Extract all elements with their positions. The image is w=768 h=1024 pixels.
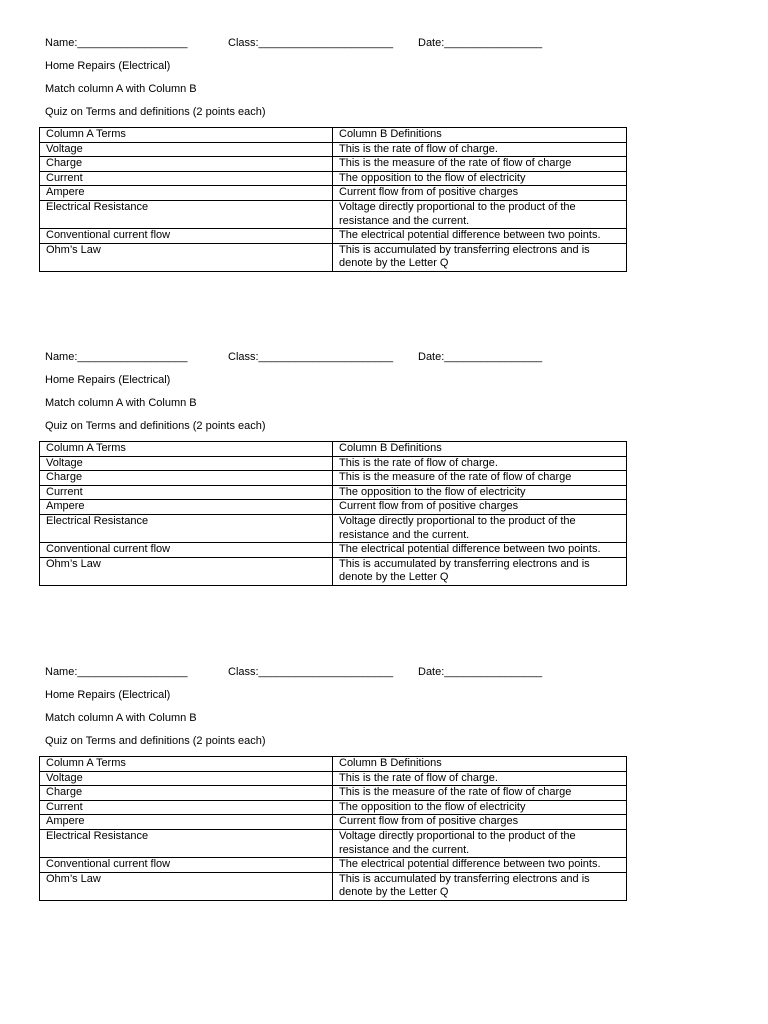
definition-cell: This is the rate of flow of charge. — [333, 771, 627, 786]
table-row — [40, 142, 627, 157]
table-row — [40, 485, 627, 500]
table-row — [40, 157, 627, 172]
term-cell: Voltage — [40, 771, 333, 786]
term-cell: Ampere — [40, 186, 333, 201]
terms-table — [39, 756, 627, 901]
table-row — [40, 771, 627, 786]
quiz-copy-3 — [45, 665, 645, 899]
table-header-row — [40, 757, 627, 772]
terms-table — [39, 127, 627, 272]
definition-cell: The opposition to the flow of electricity — [333, 485, 627, 500]
definition-cell: The electrical potential difference between two points. — [333, 229, 627, 244]
term-cell: Electrical Resistance — [40, 200, 333, 228]
name-field: Name:__________________ — [45, 37, 188, 49]
definition-cell: The electrical potential difference between two points. — [333, 543, 627, 558]
term-cell: Ampere — [40, 815, 333, 830]
instruction-text: Match column A with Column B — [45, 397, 197, 409]
quiz-copy-1 — [45, 36, 645, 270]
definition-cell: The opposition to the flow of electricity — [333, 171, 627, 186]
term-cell: Conventional current flow — [40, 543, 333, 558]
instruction-text: Match column A with Column B — [45, 83, 197, 95]
term-cell: Current — [40, 485, 333, 500]
term-cell: Ohm’s Law — [40, 872, 333, 900]
col-a-header: Column A Terms — [40, 128, 333, 143]
table-row — [40, 858, 627, 873]
class-field: Class:______________________ — [228, 37, 394, 49]
term-cell: Ampere — [40, 500, 333, 515]
date-field: Date:________________ — [418, 37, 543, 49]
table-row — [40, 800, 627, 815]
definition-cell: This is the measure of the rate of flow of charge — [333, 157, 627, 172]
table-row — [40, 471, 627, 486]
definition-cell: This is accumulated by transferring electrons and is denote by the Letter Q — [333, 872, 627, 900]
definition-cell: This is accumulated by transferring electrons and is denote by the Letter Q — [333, 243, 627, 271]
term-cell: Voltage — [40, 142, 333, 157]
definition-cell: This is the rate of flow of charge. — [333, 456, 627, 471]
term-cell: Ohm’s Law — [40, 243, 333, 271]
quiz-title: Quiz on Terms and definitions (2 points each) — [45, 420, 266, 432]
table-row — [40, 171, 627, 186]
student-info-line — [45, 665, 645, 679]
term-cell: Charge — [40, 786, 333, 801]
definition-cell: Voltage directly proportional to the product of the resistance and the current. — [333, 200, 627, 228]
col-a-header: Column A Terms — [40, 442, 333, 457]
term-cell: Current — [40, 171, 333, 186]
table-row — [40, 829, 627, 857]
course-title: Home Repairs (Electrical) — [45, 60, 171, 72]
class-field: Class:______________________ — [228, 351, 394, 363]
class-field: Class:______________________ — [228, 666, 394, 678]
definition-cell: Current flow from of positive charges — [333, 500, 627, 515]
col-b-header: Column B Definitions — [333, 128, 627, 143]
col-b-header: Column B Definitions — [333, 757, 627, 772]
quiz-title: Quiz on Terms and definitions (2 points each) — [45, 106, 266, 118]
table-row — [40, 243, 627, 271]
definition-cell: Current flow from of positive charges — [333, 815, 627, 830]
definition-cell: Voltage directly proportional to the product of the resistance and the current. — [333, 829, 627, 857]
name-field: Name:__________________ — [45, 351, 188, 363]
course-title: Home Repairs (Electrical) — [45, 374, 171, 386]
term-cell: Charge — [40, 157, 333, 172]
student-info-line — [45, 36, 645, 50]
term-cell: Ohm’s Law — [40, 557, 333, 585]
definition-cell: This is the rate of flow of charge. — [333, 142, 627, 157]
table-row — [40, 786, 627, 801]
table-row — [40, 543, 627, 558]
term-cell: Current — [40, 800, 333, 815]
student-info-line — [45, 350, 645, 364]
terms-table — [39, 441, 627, 586]
col-b-header: Column B Definitions — [333, 442, 627, 457]
definition-cell: The opposition to the flow of electricity — [333, 800, 627, 815]
table-header-row — [40, 442, 627, 457]
term-cell: Conventional current flow — [40, 858, 333, 873]
instruction-text: Match column A with Column B — [45, 712, 197, 724]
date-field: Date:________________ — [418, 666, 543, 678]
col-a-header: Column A Terms — [40, 757, 333, 772]
table-row — [40, 186, 627, 201]
definition-cell: Current flow from of positive charges — [333, 186, 627, 201]
table-row — [40, 815, 627, 830]
quiz-copy-2 — [45, 350, 645, 584]
table-row — [40, 872, 627, 900]
quiz-title: Quiz on Terms and definitions (2 points each) — [45, 735, 266, 747]
term-cell: Conventional current flow — [40, 229, 333, 244]
table-row — [40, 514, 627, 542]
table-row — [40, 200, 627, 228]
date-field: Date:________________ — [418, 351, 543, 363]
table-row — [40, 456, 627, 471]
term-cell: Voltage — [40, 456, 333, 471]
definition-cell: Voltage directly proportional to the product of the resistance and the current. — [333, 514, 627, 542]
term-cell: Electrical Resistance — [40, 829, 333, 857]
definition-cell: The electrical potential difference between two points. — [333, 858, 627, 873]
table-row — [40, 557, 627, 585]
table-row — [40, 229, 627, 244]
term-cell: Electrical Resistance — [40, 514, 333, 542]
definition-cell: This is the measure of the rate of flow of charge — [333, 786, 627, 801]
definition-cell: This is the measure of the rate of flow of charge — [333, 471, 627, 486]
name-field: Name:__________________ — [45, 666, 188, 678]
term-cell: Charge — [40, 471, 333, 486]
course-title: Home Repairs (Electrical) — [45, 689, 171, 701]
table-row — [40, 500, 627, 515]
table-header-row — [40, 128, 627, 143]
definition-cell: This is accumulated by transferring electrons and is denote by the Letter Q — [333, 557, 627, 585]
